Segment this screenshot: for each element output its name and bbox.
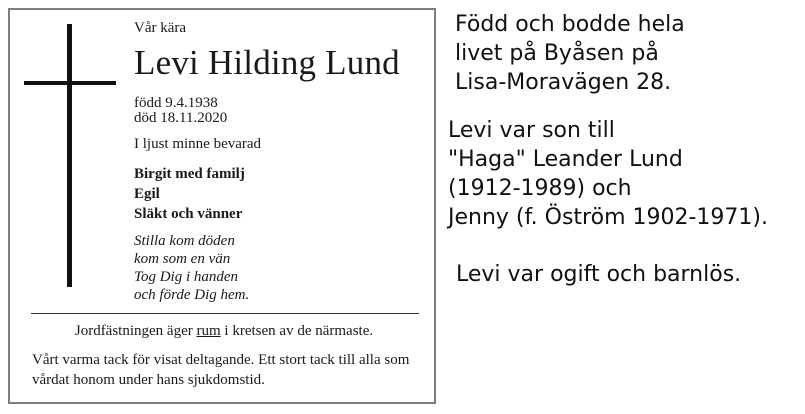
side-note-line: (1912-1989) och [448,176,632,201]
cross-icon-horizontal [24,81,116,85]
side-note-line: Lisa-Moravägen 28. [455,70,672,95]
side-note-family [456,260,741,289]
side-note-line: "Haga" Leander Lund [448,147,683,172]
verse-line: Tog Dig i handen [134,269,239,285]
ceremony-note [10,323,438,340]
deceased-name: Levi Hilding Lund [134,43,400,82]
side-note-parents [448,116,768,232]
death-date: död 18.11.2020 [134,110,228,126]
divider [31,313,419,314]
side-note-line: Jenny (f. Öström 1902-1971). [448,205,768,230]
side-note-line: Levi var son till [448,118,615,143]
ceremony-text-end: i kretsen av de närmaste. [220,323,374,339]
side-note-residence [455,10,685,97]
side-note-line: livet på Byåsen på [455,41,659,66]
obituary-notice [8,8,436,404]
mourner-item: Egil [134,186,160,202]
notice-intro: Vår kära [134,20,187,36]
side-note-line: Levi var ogift och barnlös. [456,262,742,287]
birth-date: född 9.4.1938 [134,95,218,111]
thanks-note: Vårt varma tack för visat deltagande. Ett stort tack till alla som vårdat honom under hans sjukdomstid. [32,352,410,388]
ceremony-text-underlined: rum [196,323,221,339]
mourner-item: Släkt och vänner [134,206,243,222]
verse-line: Stilla kom döden [134,233,235,249]
mourner-item: Birgit med familj [134,166,245,182]
side-note-line: Född och bodde hela [455,12,685,37]
verse-line: och förde Dig hem. [134,287,250,303]
cross-icon-vertical [67,24,72,287]
ceremony-text-start: Jordfästningen äger [74,323,197,339]
verse-line: kom som en vän [134,251,231,267]
memory-line: I ljust minne bevarad [134,136,262,152]
